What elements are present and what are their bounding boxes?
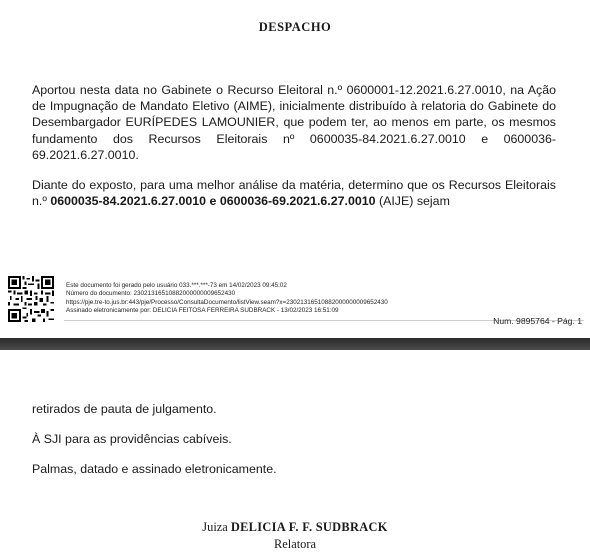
appeal-number-2: 0600036-69.2021.6.27.0010 — [219, 194, 376, 209]
appeal-number-1: 0600035-84.2021.6.27.0010 — [50, 194, 207, 209]
page-number: Num. 9895764 - Pág. 1 — [493, 316, 582, 326]
footer-generated-by: Este documento foi gerado pelo usuário 033.***.***-73 em 14/02/2023 09:45:02 — [66, 282, 287, 289]
page-break-divider — [0, 338, 590, 350]
signature-prefix: Juiza — [202, 520, 231, 534]
qr-code-icon — [8, 276, 54, 322]
paragraph-3: retirados de pauta de julgamento. — [32, 402, 217, 416]
footer-document-number: Número do documento: 23021316510882000000009652430 — [66, 290, 236, 298]
document-footer — [0, 272, 590, 334]
document-title: DESPACHO — [258, 20, 332, 34]
signature-judge-name: DELICIA F. F. SUDBRACK — [230, 520, 388, 534]
paragraph-2-connector: e — [206, 194, 220, 209]
paragraph-1: Aportou nesta data no Gabinete o Recurso Eleitoral n.º 0600001-12.2021.6.27.0010, na Ação de Impugnação de Mandato Eletivo (AIME), inicialmente distribuído à relatoria do Gabinete do Desembargador EURÍPEDES LAMOUNIER, que podem ter, ao menos em parte, os mesmos fundamento dos Recursos Eleitorais nº 0600035-84.2021.6.27.0010 e 0600036-69.2021.6.27.0010. — [32, 83, 556, 162]
footer-metadata — [66, 282, 388, 316]
footer-verification-url: https://pje.tre-to.jus.br:443/pje/Processo/ConsultaDocumento/listView.seam?x=23021316510882000000009652430 — [66, 298, 388, 306]
paragraph-2-text-after: (AIJE) sejam — [375, 194, 450, 209]
paragraph-5: Palmas, datado e assinado eletronicamente. — [32, 462, 277, 476]
paragraph-4: À SJI para as providências cabíveis. — [32, 432, 232, 446]
signature-name — [0, 520, 590, 535]
paragraph-2 — [32, 177, 556, 209]
footer-signed-by: Assinado eletronicamente por: DELICIA FEITOSA FERREIRA SUDBRACK - 13/02/2023 16:51:09 — [66, 307, 339, 315]
paragraph-2-text-before: Diante do exposto, para uma melhor análise da matéria, determino que os Recursos Eleitorais n.º — [32, 178, 556, 209]
signature-role: Relatora — [274, 537, 316, 551]
